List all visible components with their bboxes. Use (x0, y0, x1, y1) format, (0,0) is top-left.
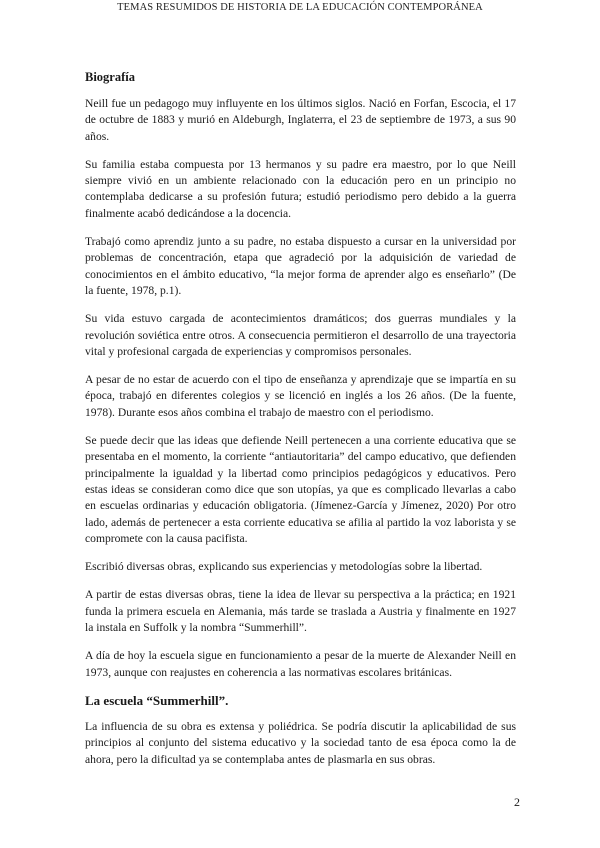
section-heading-summerhill: La escuela “Summerhill”. (85, 692, 229, 708)
running-header: TEMAS RESUMIDOS DE HISTORIA DE LA EDUCACIÓN CONTEMPORÁNEA (117, 2, 483, 13)
paragraph: La influencia de su obra es extensa y poliédrica. Se podría discutir la aplicabilidad de sus principios al conjunto del sistema educativo y la sociedad tanto de esa época como la de ahora, pero la dificultad ya se contemplaba antes de plasmarla en sus obras. (85, 719, 516, 766)
paragraph: Neill fue un pedagogo muy influyente en los últimos siglos. Nació en Forfan, Escocia, el 17 de octubre de 1883 y murió en Aldeburgh, Inglaterra, el 23 de septiembre de 1973, a sus 90 años. (85, 97, 516, 143)
paragraph: A partir de estas diversas obras, tiene la idea de llevar su perspectiva a la práctica; en 1921 funda la primera escuela en Alemania, más tarde se traslada a Austria y finalmente en 1927 la instala en Suffolk y la nombra “Summerhill”. (85, 588, 516, 635)
page-number: 2 (514, 795, 520, 809)
paragraph: A día de hoy la escuela sigue en funcionamiento a pesar de la muerte de Alexander Neill en 1973, aunque con reajustes en coherencia a las normativas escolares británicas. (85, 649, 516, 679)
paragraph: Escribió diversas obras, explicando sus experiencias y metodologías sobre la libertad. (85, 560, 483, 574)
paragraph: A pesar de no estar de acuerdo con el tipo de enseñanza y aprendizaje que se impartía en su época, trabajó en diferentes colegios y se licenció en inglés a los 26 años. (De la fuente, 1978). Durante esos años combina el trabajo de maestro con el periodismo. (85, 373, 516, 419)
paragraph: Su vida estuvo cargada de acontecimientos dramáticos; dos guerras mundiales y la revolución soviética entre otros. A consecuencia permitieron el desarrollo de una trayectoria vital y profesional cargada de experiencias y compromisos personales. (85, 312, 516, 358)
section-heading-biografia: Biografía (85, 70, 135, 84)
document-body (85, 70, 516, 780)
paragraph: Se puede decir que las ideas que defiende Neill pertenecen a una corriente educativa que se presentaba en el momento, la corriente “antiautoritaria” del campo educativo, que defienden principalmente la igualdad y la libertad como principios pedagógicos y educativos. Pero estas ideas se consideran como dice que son utopías, ya que es complicado llevarlas a cabo en escuelas ordinarias y educación obligatoria. (Jímenez-García y Jímenez, 2020) Por otro lado, además de pertenecer a esta corriente educativa se afilia al partido la voz laborista y se compromete con la causa pacifista. (85, 434, 516, 545)
paragraph: Trabajó como aprendiz junto a su padre, no estaba dispuesto a cursar en la universidad por problemas de concentración, etapa que agradeció por la adquisición de variedad de conocimientos en el ámbito educativo, “la mejor forma de aprender algo es enseñarlo” (De la fuente, 1978, p.1). (85, 235, 516, 297)
paragraph: Su familia estaba compuesta por 13 hermanos y su padre era maestro, por lo que Neill siempre vivió en un ambiente relacionado con la educación pero en un principio no contemplaba dedicarse a su profesión futura; estudió periodismo pero debido a la guerra finalmente acabó dedicándose a la docencia. (85, 157, 516, 220)
